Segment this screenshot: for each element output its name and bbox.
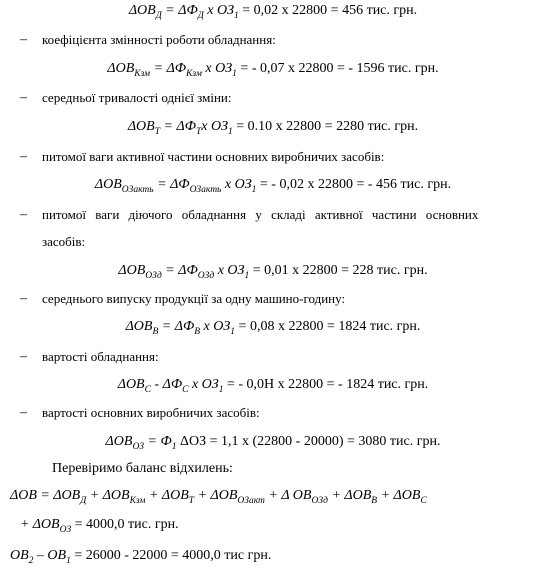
bullet-item-text: середнього випуску продукції за одну машино-годину: <box>42 291 346 306</box>
bullet-dash: – <box>20 405 27 420</box>
bullet-item-text: питомої ваги активної частини основних виробничих засобів: <box>42 149 385 164</box>
formula-subscript: 1 <box>234 11 239 21</box>
formula-subscript: ОЗд <box>311 496 328 506</box>
formula-text: = - 0,02 х 22800 = - 456 тис. грн. <box>256 177 452 192</box>
bullet-dash: – <box>20 32 27 47</box>
formula-subscript: Кзм <box>186 69 202 79</box>
formula-line <box>0 262 546 285</box>
formula-text: х ОЗ <box>200 319 231 334</box>
formula-text: + ΔОВ <box>194 488 238 503</box>
formula-line <box>20 516 179 539</box>
bullet-item-text: коефіцієнта змінності роботи обладнання: <box>42 32 276 47</box>
bullet-item-text: вартості обладнання: <box>42 349 159 364</box>
formula-text: = - 0,0Н х 22800 = - 1824 тис. грн. <box>223 377 429 392</box>
formula-subscript: Д <box>155 11 162 21</box>
formula-line <box>0 433 546 456</box>
formula-subscript: В <box>194 327 201 337</box>
formula-text: х ОЗ <box>201 119 229 134</box>
bullet-dash: – <box>20 90 27 105</box>
formula-text: ΔОВ <box>94 177 122 192</box>
formula-subscript: 1 <box>218 385 224 395</box>
formula-line <box>0 2 546 25</box>
formula-subscript: Кзм <box>134 69 151 79</box>
formula-text: = ΔФ <box>161 263 198 278</box>
bullet-item-text: середньої тривалості однієї зміни: <box>42 90 232 105</box>
formula-subscript: 1 <box>244 271 250 281</box>
formula-line <box>0 318 546 341</box>
formula-subscript: 1 <box>230 327 236 337</box>
formula-text: ΔОВ <box>117 377 145 392</box>
formula-subscript: С <box>182 385 189 395</box>
formula-subscript: 1 <box>228 127 233 137</box>
formula-line <box>0 60 546 83</box>
formula-line <box>0 176 546 199</box>
formula-text: ΔОЗ = 1,1 х (22800 - 20000) = 3080 тис. грн. <box>176 434 441 449</box>
formula-text: = - 0,07 х 22800 = - 1596 тис. грн. <box>236 61 439 76</box>
formula-line <box>10 547 271 570</box>
formula-text: – ОВ <box>33 548 67 563</box>
formula-subscript: Т <box>188 496 195 506</box>
formula-text: = 0,08 х 22800 = 1824 тис. грн. <box>235 319 421 334</box>
formula-subscript: В <box>371 496 378 506</box>
formula-subscript: ОЗд <box>145 271 162 281</box>
formula-subscript: 1 <box>232 69 237 79</box>
formula-text: х ОЗ <box>214 263 245 278</box>
formula-text: ΔОВ = ΔОВ <box>10 488 81 503</box>
paragraph-text: Перевіримо баланс відхилень: <box>52 461 233 476</box>
formula-text: ΔОВ <box>125 319 153 334</box>
formula-text: ОВ <box>10 548 29 563</box>
formula-subscript: Д <box>197 11 204 21</box>
formula-subscript: Т <box>154 127 161 137</box>
bullet-dash: – <box>20 149 27 164</box>
formula-line <box>10 487 427 510</box>
formula-text: = 26000 - 22000 = 4000,0 тис грн. <box>70 548 272 563</box>
formula-subscript: ОЗакть <box>189 185 222 195</box>
formula-text: ΔОВ <box>128 3 156 18</box>
formula-text: = ΔФ <box>161 3 198 18</box>
formula-subscript: ОЗ <box>132 442 145 452</box>
formula-text: - ΔФ <box>150 377 183 392</box>
formula-text: ΔОВ <box>127 119 155 134</box>
bullet-dash: – <box>20 207 27 222</box>
formula-line <box>0 118 546 141</box>
bullet-item-text: вартості основних виробничих засобів: <box>42 405 260 420</box>
formula-subscript: С <box>144 385 151 395</box>
formula-text: = 4000,0 тис. грн. <box>71 517 179 532</box>
formula-subscript: 1 <box>66 556 71 566</box>
bullet-dash: – <box>20 291 27 306</box>
formula-text: = 0,01 х 22800 = 228 тис. грн. <box>249 263 428 278</box>
formula-text: х ОЗ <box>221 177 252 192</box>
formula-text: = ΔФ <box>150 61 187 76</box>
formula-subscript: 1 <box>171 442 177 452</box>
formula-text: = ΔФ <box>153 177 190 192</box>
formula-text: + ΔОВ <box>327 488 372 503</box>
formula-subscript: С <box>420 496 427 506</box>
formula-text: + ΔОВ <box>20 517 60 532</box>
formula-subscript: Т <box>195 127 202 137</box>
formula-text: + Δ ОВ <box>264 488 312 503</box>
formula-subscript: Кзм <box>129 496 146 506</box>
formula-text: х ОЗ <box>188 377 219 392</box>
formula-text: ΔОВ <box>107 61 135 76</box>
formula-line <box>0 376 546 399</box>
formula-text: + ΔОВ <box>377 488 421 503</box>
formula-subscript: ОЗд <box>197 271 215 281</box>
formula-text: = 0.10 х 22800 = 2280 тис. грн. <box>232 119 419 134</box>
formula-subscript: ОЗакть <box>121 185 154 195</box>
formula-text: х ОЗ <box>201 61 233 76</box>
bullet-dash: – <box>20 349 27 364</box>
formula-text: + ΔОВ <box>86 488 130 503</box>
formula-subscript: В <box>152 327 159 337</box>
continuation-text: засобів: <box>42 234 86 249</box>
formula-text: = ΔФ <box>160 119 196 134</box>
formula-text: + ΔОВ <box>145 488 189 503</box>
bullet-item-text: питомої ваги діючого обладнання у складі активної частини основних <box>42 207 479 222</box>
formula-subscript: 2 <box>28 556 34 566</box>
formula-subscript: Д <box>80 496 87 506</box>
formula-text: х ОЗ <box>203 3 235 18</box>
formula-text: = ΔФ <box>158 319 195 334</box>
formula-subscript: ОЗакт <box>237 496 265 506</box>
formula-subscript: 1 <box>251 185 257 195</box>
formula-subscript: ОЗ <box>59 525 72 535</box>
formula-text: ΔОВ <box>118 263 146 278</box>
formula-text: = 0,02 х 22800 = 456 тис. грн. <box>238 3 418 18</box>
formula-text: ΔОВ <box>105 434 133 449</box>
formula-text: = Ф <box>144 434 172 449</box>
